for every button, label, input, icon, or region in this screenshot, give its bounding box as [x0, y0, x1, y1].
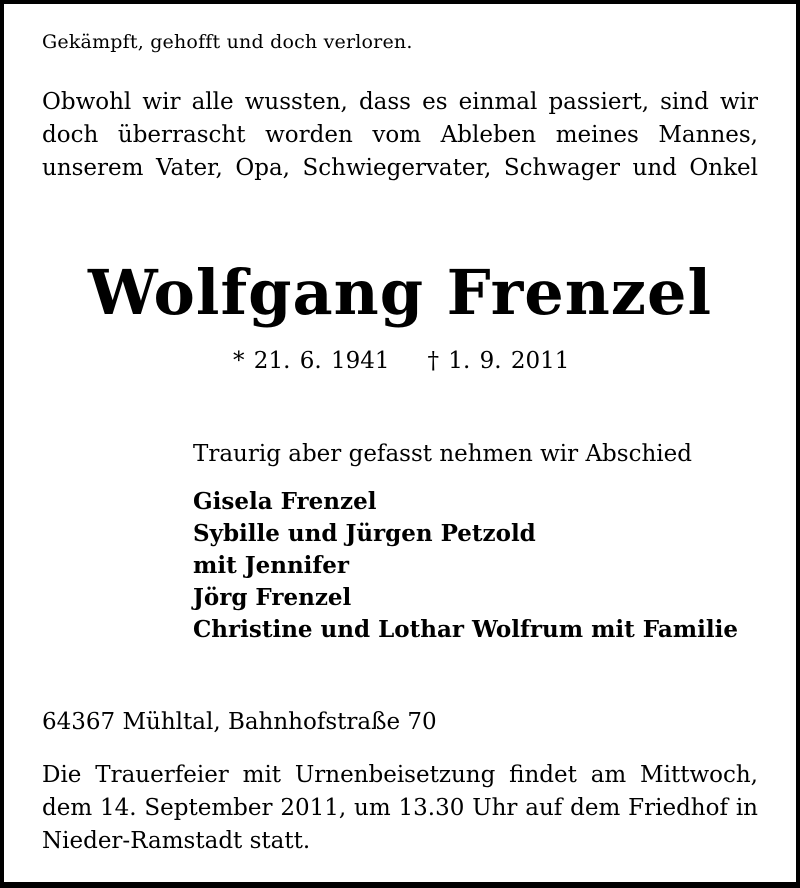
- intro-line: Obwohl wir alle wussten, dass es einmal passiert, sind wir: [42, 89, 758, 115]
- ceremony-line: dem 14. September 2011, um 13.30 Uhr auf dem Friedhof in: [42, 795, 758, 821]
- mourner-name: Jörg Frenzel: [193, 584, 352, 611]
- family-address: 64367 Mühltal, Bahnhofstraße 70: [42, 709, 437, 735]
- death-date: † 1. 9. 2011: [427, 348, 570, 374]
- motto: Gekämpft, gehofft und doch verloren.: [42, 31, 413, 53]
- mourner-name: Gisela Frenzel: [193, 488, 377, 515]
- farewell-line: Traurig aber gefasst nehmen wir Abschied: [193, 441, 692, 467]
- ceremony-info: [42, 759, 758, 858]
- ceremony-line: Nieder-Ramstadt statt.: [42, 828, 311, 854]
- mourner-name: Christine und Lothar Wolfrum mit Familie: [193, 616, 738, 643]
- deceased-name: Wolfgang Frenzel: [87, 256, 712, 329]
- birth-date: * 21. 6. 1941: [233, 348, 390, 374]
- mourners-list: [193, 486, 738, 646]
- mourner-name: Sybille und Jürgen Petzold: [193, 520, 536, 547]
- ceremony-line: Die Trauerfeier mit Urnenbeisetzung findet am Mittwoch,: [42, 762, 758, 788]
- intro-line: doch überrascht worden vom Ableben meines Mannes,: [42, 122, 758, 148]
- life-dates: [233, 348, 569, 374]
- intro-line: unserem Vater, Opa, Schwiegervater, Schwager und Onkel: [42, 155, 758, 181]
- mourner-name: mit Jennifer: [193, 552, 350, 579]
- intro-text: [42, 86, 758, 185]
